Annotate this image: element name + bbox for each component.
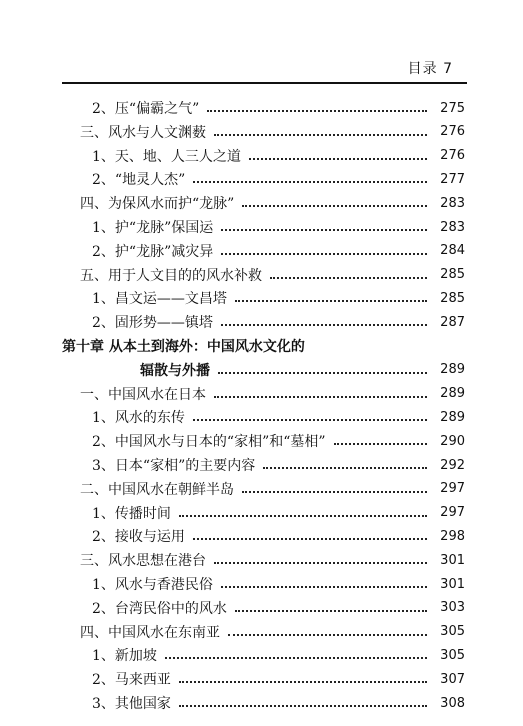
- leader-dots: [228, 634, 427, 636]
- leader-dots: [242, 491, 427, 493]
- toc-entry-page: 289: [440, 386, 465, 402]
- leader-dots: [193, 181, 427, 183]
- toc-entry-title: 2、“地灵人杰”: [92, 172, 186, 189]
- toc-entry-title: 2、马来西亚: [92, 672, 171, 689]
- leader-dots: [179, 515, 427, 517]
- toc-entry: [0, 596, 523, 620]
- toc-entry: [0, 572, 523, 596]
- toc-entry-title: 2、中国风水与日本的“家相”和“墓相”: [92, 434, 326, 451]
- toc-entry-page: 303: [440, 600, 465, 616]
- toc-entry-title: 第十章 从本土到海外：中国风水文化的: [62, 339, 305, 355]
- toc-entry-page: 301: [440, 552, 465, 568]
- toc-entry: [0, 667, 523, 691]
- toc-entry-page: 305: [440, 647, 465, 663]
- leader-dots: [218, 372, 427, 374]
- toc-entry-title: 三、风水与人文渊薮: [80, 124, 206, 141]
- leader-dots: [249, 158, 427, 160]
- toc-entry-page: 287: [440, 314, 465, 330]
- leader-dots: [207, 110, 427, 112]
- toc-entry-title: 四、为保风水而护“龙脉”: [80, 196, 235, 213]
- toc-entry-title: 2、台湾民俗中的风水: [92, 600, 227, 617]
- toc-entry: [0, 263, 523, 287]
- toc-entry: [0, 548, 523, 572]
- leader-dots: [214, 134, 427, 136]
- header-title: 目录 7: [407, 61, 453, 77]
- toc-entry-page: 276: [440, 124, 465, 140]
- leader-dots: [214, 562, 427, 564]
- toc-entry-page: 301: [440, 576, 465, 592]
- toc-entry-page: 277: [440, 171, 465, 187]
- leader-dots: [270, 277, 427, 279]
- toc-entry-page: 297: [440, 505, 465, 521]
- toc-entry-title: 四、中国风水在东南亚: [80, 624, 220, 641]
- toc-entry-title: 1、天、地、人三人之道: [92, 148, 241, 165]
- toc-entry-page: 307: [440, 671, 465, 687]
- leader-dots: [165, 657, 427, 659]
- toc-entry-page: 308: [440, 695, 465, 711]
- leader-dots: [221, 229, 427, 231]
- toc-entry: [0, 215, 523, 239]
- leader-dots: [214, 396, 427, 398]
- toc-entry-title: 3、日本“家相”的主要内容: [92, 458, 256, 474]
- leader-dots: [263, 467, 427, 469]
- leader-dots: [179, 705, 427, 707]
- toc-entry-page: 276: [440, 148, 465, 164]
- toc-entry-title: 1、护“龙脉”保国运: [92, 220, 214, 236]
- toc-entry-page: 284: [440, 243, 465, 259]
- toc-entry-title: 2、固形势——镇塔: [92, 315, 213, 332]
- toc-entry-page: 283: [440, 195, 465, 211]
- leader-dots: [334, 443, 427, 445]
- page-header: [62, 56, 467, 84]
- leader-dots: [179, 681, 427, 683]
- toc-entry-title: 2、接收与运用: [92, 529, 185, 546]
- toc-entry-page: 292: [440, 457, 465, 473]
- toc-entry-title: 3、其他国家: [92, 696, 171, 712]
- toc-entry-page: 283: [440, 219, 465, 235]
- toc-entry-page: 289: [440, 409, 465, 425]
- leader-dots: [221, 586, 427, 588]
- leader-dots: [221, 253, 427, 255]
- toc-entry-page: 289: [440, 362, 465, 378]
- toc-entry: [0, 453, 523, 477]
- toc-entry: [0, 620, 523, 644]
- toc-entry-title: 2、护“龙脉”减灾异: [92, 243, 214, 260]
- toc-entry: [0, 382, 523, 406]
- toc-entry-page: 305: [440, 624, 465, 640]
- toc-entry: [0, 310, 523, 334]
- toc-entry: [0, 239, 523, 263]
- toc-entry-title: 1、传播时间: [92, 505, 171, 522]
- toc-entry: [0, 643, 523, 667]
- toc-entry-title: 三、风水思想在港台: [80, 553, 206, 570]
- leader-dots: [235, 300, 427, 302]
- toc-entry-title: 五、用于人文目的的风水补救: [80, 267, 262, 284]
- toc-entry-title: 一、中国风水在日本: [80, 386, 206, 403]
- toc-entry: [0, 167, 523, 191]
- toc-entry: [0, 120, 523, 144]
- toc-entry-title: 1、昌文运——文昌塔: [92, 291, 227, 308]
- toc-entry: [0, 358, 523, 382]
- toc-entry-title: 二、中国风水在朝鲜半岛: [80, 481, 234, 498]
- toc-entry-title: 1、新加坡: [92, 648, 157, 665]
- leader-dots: [193, 538, 427, 540]
- toc-entry-title: 1、风水与香港民俗: [92, 577, 213, 593]
- toc-entry: [0, 429, 523, 453]
- leader-dots: [235, 610, 427, 612]
- toc-entry: [0, 501, 523, 525]
- toc-entry-page: 285: [440, 267, 465, 283]
- toc-entry-page: 285: [440, 290, 465, 306]
- toc-entry-page: 298: [440, 528, 465, 544]
- toc-entry: [0, 524, 523, 548]
- toc-entry-page: 290: [440, 433, 465, 449]
- leader-dots: [193, 419, 427, 421]
- toc-entry: [0, 191, 523, 215]
- toc-entry: [0, 691, 523, 715]
- toc-entry-title: 2、压“偏霸之气”: [92, 101, 200, 117]
- toc-entry-page: 275: [440, 100, 465, 116]
- toc-entry-page: 297: [440, 481, 465, 497]
- leader-dots: [242, 205, 427, 207]
- toc-entry: [0, 96, 523, 120]
- toc-entry: [0, 286, 523, 310]
- toc-entry: [0, 334, 523, 358]
- toc-entry: [0, 144, 523, 168]
- toc-entry: [0, 477, 523, 501]
- toc-entry-title: 辐散与外播: [140, 362, 210, 379]
- toc-entry: [0, 405, 523, 429]
- toc-entry-title: 1、风水的东传: [92, 410, 185, 427]
- leader-dots: [221, 324, 427, 326]
